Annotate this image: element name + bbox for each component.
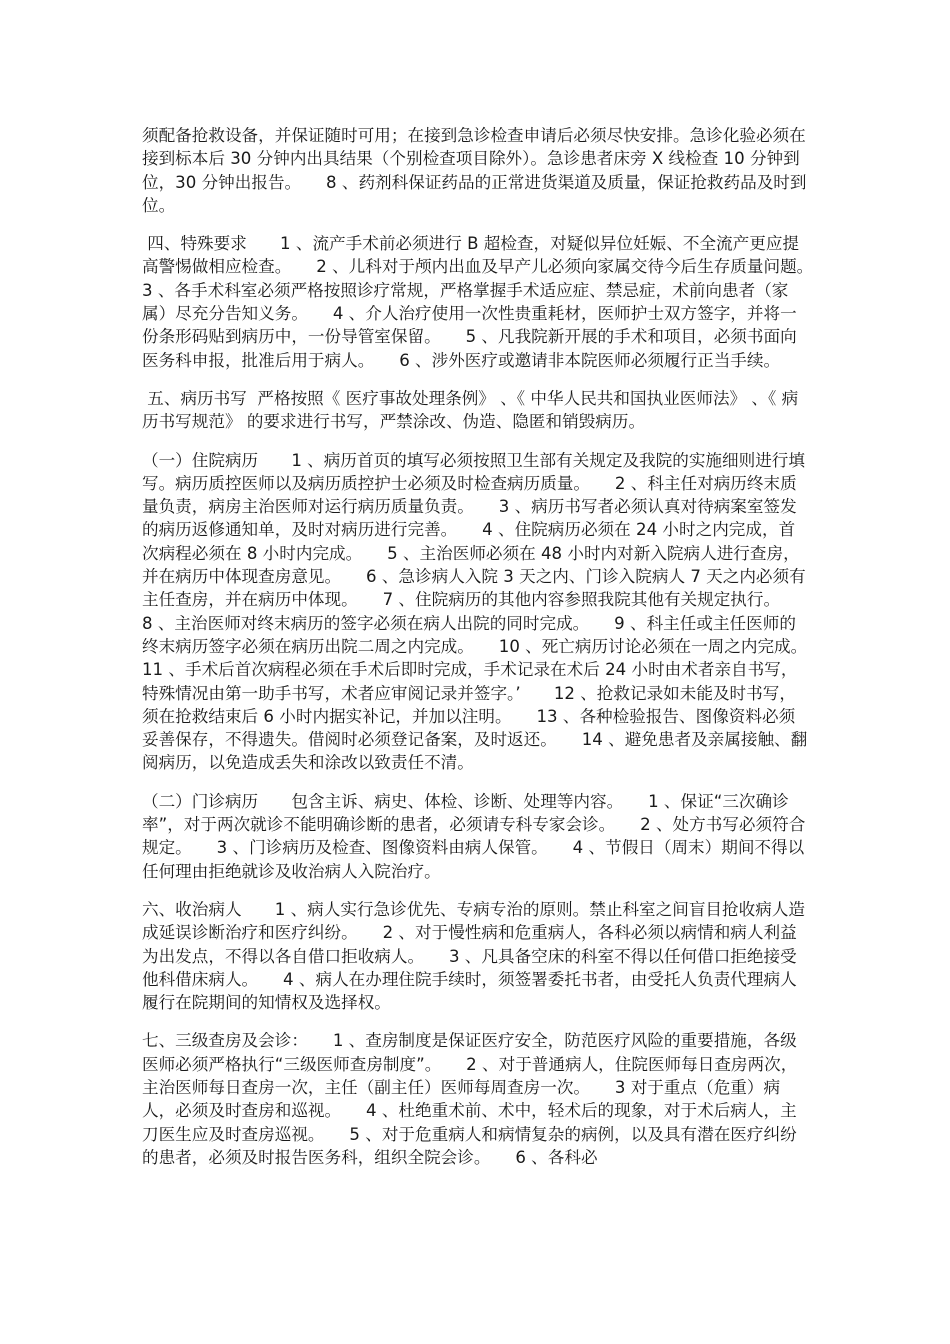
paragraph-ward-rounds-consultation: 七、三级查房及会诊： 1 、查房制度是保证医疗安全，防范医疗风险的重要措施，各级医师必须严格执行“三级医师查房制度”。 2 、对于普通病人，住院医师每日查房两次，主治医师每日查房一次，主任（副主任）医师每周查房一次。 3 对于重点（危重）病人，必须及时查房和巡视。 4 、杜绝重术前、术中，轻术后的现象，对于术后病人，主刀医生应及时查房巡视。 5 、对于危重病人和病情复杂的病例，以及具有潜在医疗纠纷的患者，必须及时报告医务科，组织全院会诊。 6 、各科必 xyxy=(142,1031,798,1167)
document-body xyxy=(142,124,839,1184)
paragraph-medical-record-writing: 五、病历书写 严格按照《 医疗事故处理条例》 、《 中华人民共和国执业医师法》 、《 病历书写规范》 的要求进行书写，严禁涂改、伪造、隐匿和销毁病历。 xyxy=(142,388,799,432)
paragraph-outpatient-records: （二）门诊病历 包含主诉、病史、体检、诊断、处理等内容。 1 、保证“三次确诊率”，对于两次就诊不能明确诊断的患者，必须请专科专家会诊。 2 、处方书写必须符合规定。 3 、门诊病历及检查、图像资料由病人保管。 4 、节假日（周末）期间不得以任何理由拒绝就诊及收治病人入院治疗。 xyxy=(142,791,806,881)
paragraph-inpatient-records: （一）住院病历 1 、病历首页的填写必须按照卫生部有关规定及我院的实施细则进行填写。病历质控医师以及病历质控护士必须及时检查病历质量。 2 、科主任对病历终末质量负责，病房主治医师对运行病历质量负责。 3 、病历书写者必须认真对待病案室签发的病历返修通知单，及时对病历进行完善。 4 、住院病历必须在 24 小时之内完成，首次病程必须在 8 小时内完成。 5 、主治医师必须在 48 小时内对新入院病人进行查房，并在病历中体现查房意见。 6 、急诊病人入院 3 天之内、门诊入院病人 7 天之内必须有主任查房，并在病历中体现。 7 、住院病历的其他内容参照我院其他有关规定执行。 8 、主治医师对终末病历的签字必须在病人出院的同时完成。 9 、科主任或主任医师的终末病历签字必须在病历出院二周之内完成。 10 、死亡病历讨论必须在一周之内完成。 11 、手术后首次病程必须在手术后即时完成，手术记录在术后 24 小时由术者亲自书写，特殊情况由第一助手书写，术者应审阅记录并签字。’ 12 、抢救记录如未能及时书写，须在抢救结束后 6 小时内据实补记，并加以注明。 13 、各种检验报告、图像资料必须妥善保存，不得遗失。借阅时必须登记备案，及时返还。 14 、避免患者及亲属接触、翻阅病历，以免造成丢失和涂改以致责任不清。 xyxy=(142,450,833,773)
paragraph-special-requirements: 四、特殊要求 1 、流产手术前必须进行 B 超检查，对疑似异位妊娠、不全流产更应提高警惕做相应检查。 2 、儿科对于颅内出血及早产儿必须向家属交待今后生存质量问题。 3 、各手术科室必须严格按照诊疗常规，严格掌握手术适应症、禁忌症，术前向患者（家属）尽充分告知义务。 4 、介人治疗使用一次性贵重耗材，医师护士双方签字，并将一份条形码贴到病历中，一份导管室保留。 5 、凡我院新开展的手术和项目，必须书面向医务科申报，批准后用于病人。 6 、涉外医疗或邀请非本院医师必须履行正当手续。 xyxy=(142,234,839,370)
paragraph-admitting-patients: 六、收治病人 1 、病人实行急诊优先、专病专治的原则。禁止科室之间盲目抢收病人造成延误诊断治疗和医疗纠纷。 2 、对于慢性病和危重病人，各科必须以病情和病人利益为出发点，不得以各自借口拒收病人。 3 、凡具备空床的科室不得以任何借口拒绝接受他科借床病人。 4 、病人在办理住院手续时，须签署委托书者，由受托人负责代理病人履行在院期间的知情权及选择权。 xyxy=(142,899,805,1013)
paragraph-emergency-equipment: 须配备抢救设备，并保证随时可用；在接到急诊检查申请后必须尽快安排。急诊化验必须在接到标本后 30 分钟内出具结果（个别检查项目除外）。急诊患者床旁 X 线检查 10 分钟到位，30 分钟出报告。 8 、药剂科保证药品的正常进货渠道及质量，保证抢救药品及时到位。 xyxy=(142,126,807,215)
